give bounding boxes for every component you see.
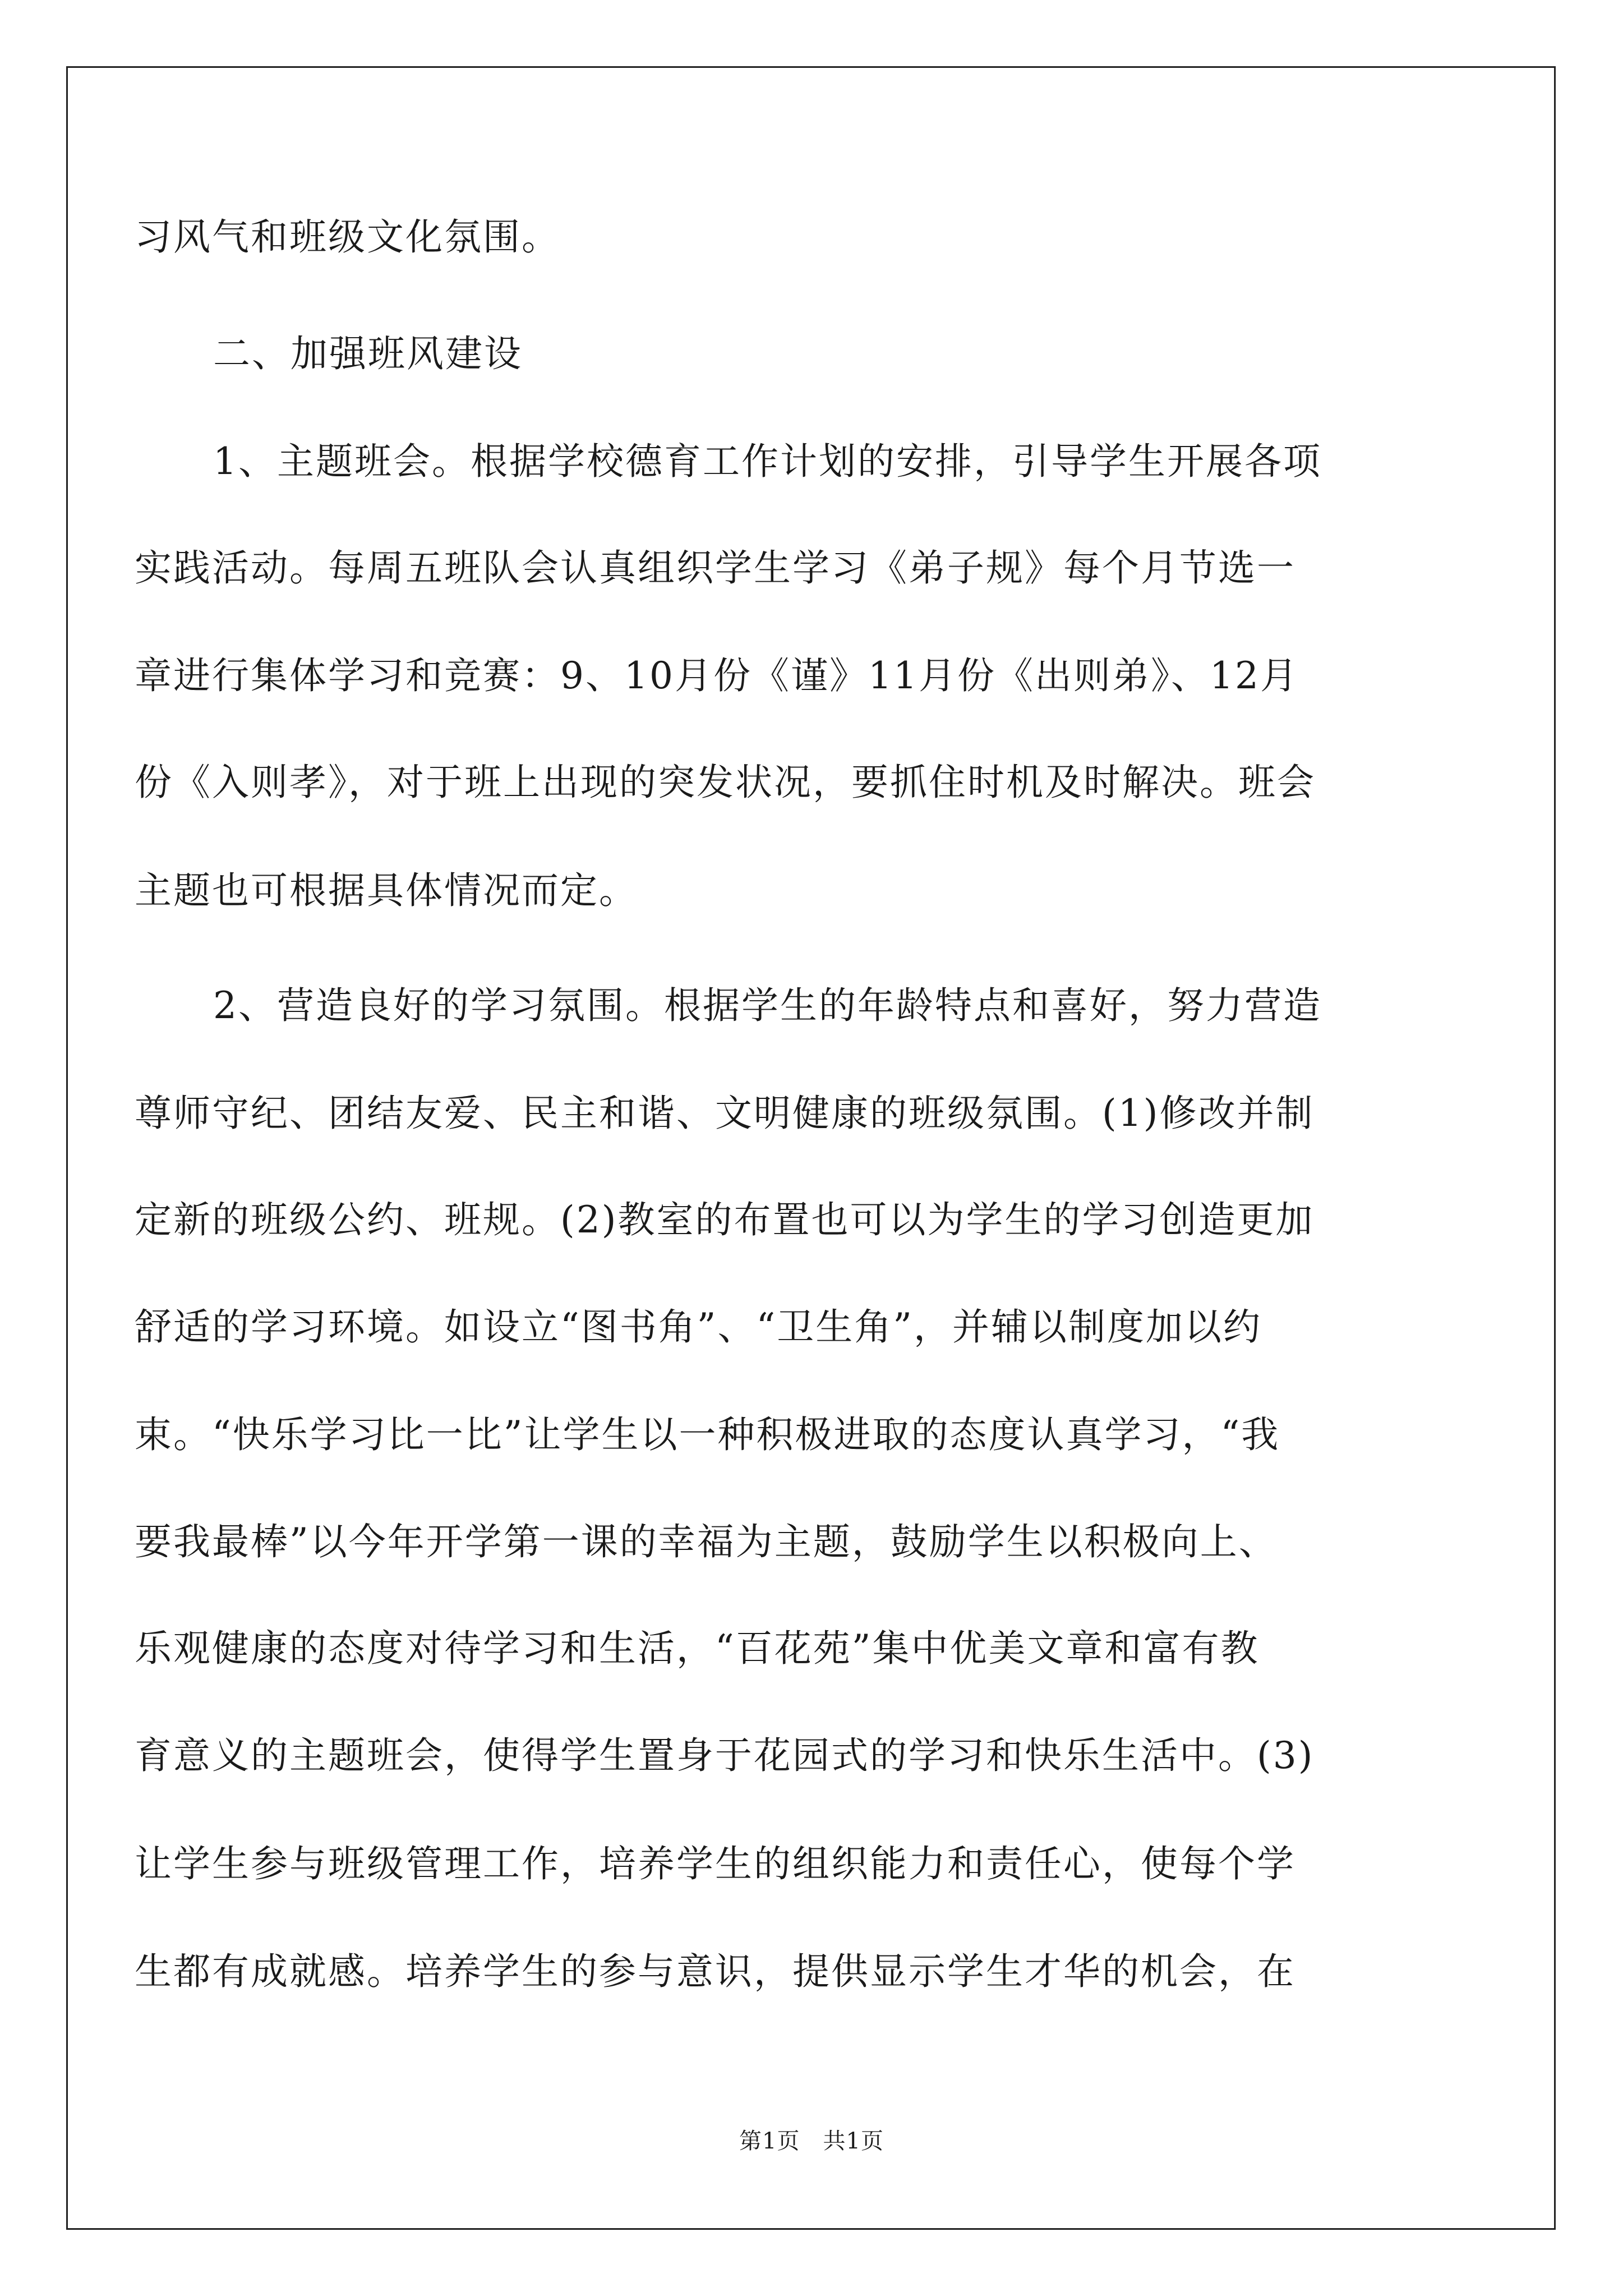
paragraph-line: 生都有成就感。培养学生的参与意识，提供显示学生才华的机会，在	[135, 1950, 1295, 1993]
paragraph-line: 乐观健康的态度对待学习和生活，“百花苑”集中优美文章和富有教	[135, 1627, 1260, 1670]
paragraph-line: 主题也可根据具体情况而定。	[135, 869, 638, 912]
paragraph-line: 要我最棒”以今年开学第一课的幸福为主题，鼓励学生以积极向上、	[135, 1520, 1278, 1563]
paragraph-line: 束。“快乐学习比一比”让学生以一种积极进取的态度认真学习，“我	[135, 1413, 1280, 1456]
page-number-footer: 第1页 共1页	[739, 2128, 884, 2154]
paragraph-line: 1、主题班会。根据学校德育工作计划的安排，引导学生开展各项	[213, 440, 1322, 483]
paragraph-line: 份《入则孝》，对于班上出现的突发状况，要抓住时机及时解决。班会	[135, 761, 1316, 804]
paragraph-line: 2、营造良好的学习氛围。根据学生的年龄特点和喜好，努力营造	[213, 984, 1322, 1027]
paragraph-line: 章进行集体学习和竞赛：9、10月份《谨》11月份《出则弟》、12月	[135, 654, 1299, 697]
paragraph-line: 让学生参与班级管理工作，培养学生的组织能力和责任心，使每个学	[135, 1842, 1295, 1885]
section-heading: 二、加强班风建设	[213, 332, 523, 375]
paragraph-line: 尊师守纪、团结友爱、民主和谐、文明健康的班级氛围。(1)修改并制	[135, 1092, 1315, 1135]
page-border	[66, 66, 1556, 2230]
paragraph-line: 实践活动。每周五班队会认真组织学生学习《弟子规》每个月节选一	[135, 546, 1295, 590]
paragraph-line: 习风气和班级文化氛围。	[135, 215, 560, 259]
paragraph-line: 舒适的学习环境。如设立“图书角”、“卫生角”，并辅以制度加以约	[135, 1305, 1262, 1349]
paragraph-line: 育意义的主题班会，使得学生置身于花园式的学习和快乐生活中。(3)	[135, 1734, 1315, 1777]
paragraph-line: 定新的班级公约、班规。(2)教室的布置也可以为学生的学习创造更加	[135, 1198, 1315, 1241]
